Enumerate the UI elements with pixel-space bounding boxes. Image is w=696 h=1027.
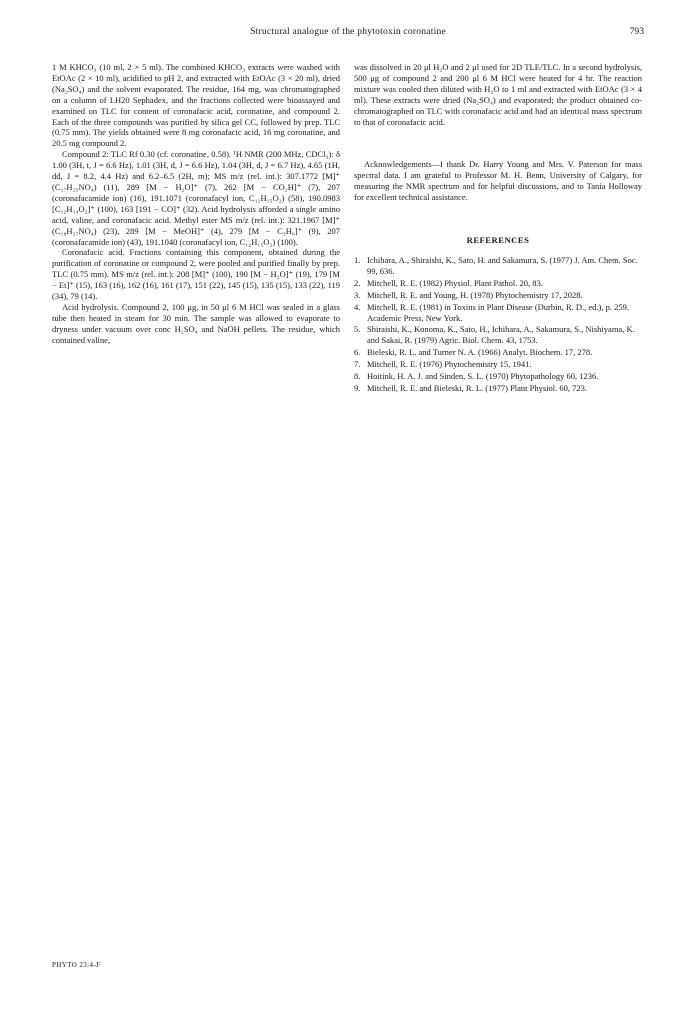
reference-number: 8. (354, 371, 361, 382)
reference-text: Mitchell, R. E. (1982) Physiol. Plant Pathol. 20, 83. (367, 277, 543, 288)
reference-list (354, 255, 642, 394)
acknowledgements: Acknowledgements—I thank Dr. Harry Young and Mrs. V. Paterson for mass spectral data. I am grateful to Professor M. H. Benn, University of Calgary, for measuring the NMR spectrum and for helpful discussions, and to Tania Holloway for excellent technical assistance. (354, 159, 642, 203)
reference-item (354, 278, 642, 289)
reference-number: 7. (354, 359, 361, 370)
section-gap (354, 127, 642, 143)
section-gap (354, 219, 642, 235)
paragraph-extraction: 1 M KHCO₃ (10 ml, 2 × 5 ml). The combined KHCO₃ extracts were washed with EtOAc (2 × 10 ml), acidified to pH 2, and extracted with EtOAc (3 × 20 ml), dried (Na₂SO₄) and the solvent evaporated. The residue, 164 mg, was chromatographed on a column of LH20 Sephadex, and the fractions collected were bioassayed and examined on TLC for content of coronafacic acid, coronatine, and compound 2. Each of the three compounds was purified by silica gel CC, followed by prep. TLC (0.75 mm). The yields obtained were 8 mg coronafacic acid, 16 mg coronatine, and 20.5 mg compound 2. (52, 62, 340, 149)
running-title: Structural analogue of the phytotoxin coronatine (250, 26, 446, 37)
reference-text: Mitchell, R. E. and Young, H. (1978) Phytochemistry 17, 2028. (367, 289, 583, 300)
reference-text: Mitchell, R. E. (1981) in Toxins in Plant Disease (Durbin, R. D., ed.), p. 259. Academic Press, New York. (367, 301, 630, 323)
reference-number: 4. (354, 301, 361, 312)
reference-number: 1. (354, 254, 361, 265)
reference-number: 9. (354, 382, 361, 393)
reference-text: Mitchell, R. E. and Bieleski, R. L. (1977) Plant Physiol. 60, 723. (367, 382, 588, 393)
running-head (52, 26, 644, 40)
reference-item (354, 302, 642, 324)
paragraph-coronafacic-acid: Coronafacic acid. Fractions containing this component, obtained during the purification of coronatine or compound 2, were pooled and purified finally by prep. TLC (0.75 mm). MS m/z (rel. int.): 208 [M]⁺ (100), 190 [M − H₂O]⁺ (19), 179 [M − Et]⁺ (15), 163 (16), 162 (16), 161 (17), 151 (22), 145 (15), 135 (15), 133 (22), 119 (34), 79 (14). (52, 247, 340, 302)
reference-number: 3. (354, 289, 361, 300)
reference-text: Ichihara, A., Shiraishi, K., Sato, H. and Sakamura, S. (1977) J. Am. Chem. Soc. 99, 636. (367, 254, 638, 276)
page-number: 793 (629, 26, 644, 37)
references-heading: REFERENCES (466, 235, 530, 246)
paragraph-hydrolysis-continued: was dissolved in 20 μl H₂O and 2 μl used for 2D TLE/TLC. In a second hydrolysis, 500 μg of compound 2 and 200 μl 6 M HCl were heated for 4 hr. The reaction mixture was cooled then diluted with H₂O to 1 ml and extracted with EtOAc (3 × 4 ml). These extracts were dried (Na₂SO₄) and evaporated; the product obtained co-chromatographed on TLC with coronafacic acid and had an identical mass spectrum to that of coronafacic acid. (354, 62, 642, 127)
reference-item (354, 255, 642, 277)
right-column (354, 62, 642, 395)
reference-item (354, 347, 642, 358)
journal-code: PHYTO 23:4-F (52, 961, 101, 969)
reference-item (354, 359, 642, 370)
section-gap (354, 203, 642, 219)
reference-item (354, 290, 642, 301)
section-gap (354, 143, 642, 159)
reference-number: 2. (354, 277, 361, 288)
reference-item (354, 324, 642, 346)
paragraph-compound-2: Compound 2: TLC Rf 0.30 (cf. coronatine, 0.58). ¹H NMR (200 MHz, CDCl₃): δ 1.00 (3H, t, J = 6.6 Hz), 1.01 (3H, d, J = 6.6 Hz), 1.04 (3H, d, J = 6.7 Hz), 4.65 (1H, dd, J = 8.2, 4.4 Hz) and 6.2–6.5 (2H, m); MS m/z (rel. int.): 307.1772 [M]⁺ (C₁₇H₂₅NO₄) (11), 289 [M − H₂O]⁺ (7), 262 [M − CO₂H]⁺ (7), 207 (coronafacamide ion) (16), 191.1071 (coronafacyl ion, C₁₂H₁₅O₂) (58), 190.0983 [C₁₂H₁₄O₂]⁺ (100), 163 [191 − CO]⁺ (32). Acid hydrolysis afforded a single amino acid, valine, and coronafacic acid. Methyl ester MS m/z (rel. int.): 321.1967 [M]⁺ (C₁₈H₂₇NO₄) (23), 289 [M − MeOH]⁺ (4), 279 [M − C₃H₆]⁺ (9), 207 (coronafacamide ion) (43), 191.1040 (coronafacyl ion, C₁₂H₁₅O₂) (100). (52, 149, 340, 247)
reference-text: Hoitink, H. A. J. and Sinden, S. L. (1970) Phytopathology 60, 1236. (367, 371, 599, 382)
left-column (52, 62, 340, 346)
reference-text: Bieleski, R. L. and Turner N. A. (1966) Analyt. Biochem. 17, 278. (367, 347, 593, 358)
reference-item (354, 383, 642, 394)
reference-text: Mitchell, R. E. (1976) Phytochemistry 15, 1941. (367, 359, 532, 370)
reference-number: 6. (354, 347, 361, 358)
reference-item (354, 371, 642, 382)
reference-number: 5. (354, 324, 361, 335)
reference-text: Shiraishi, K., Konoma, K., Sato, H., Ichihara, A., Sakamura, S., Nishiyama, K. and Sakai, R. (1979) Agric. Biol. Chem. 43, 1753. (367, 324, 635, 346)
paragraph-acid-hydrolysis: Acid hydrolysis. Compound 2, 100 μg, in 50 μl 6 M HCl was sealed in a glass tube then heated in steam for 30 min. The sample was allowed to evaporate to dryness under vacuum over conc H₂SO₄ and NaOH pellets. The residue, which contained valine, (52, 301, 340, 345)
